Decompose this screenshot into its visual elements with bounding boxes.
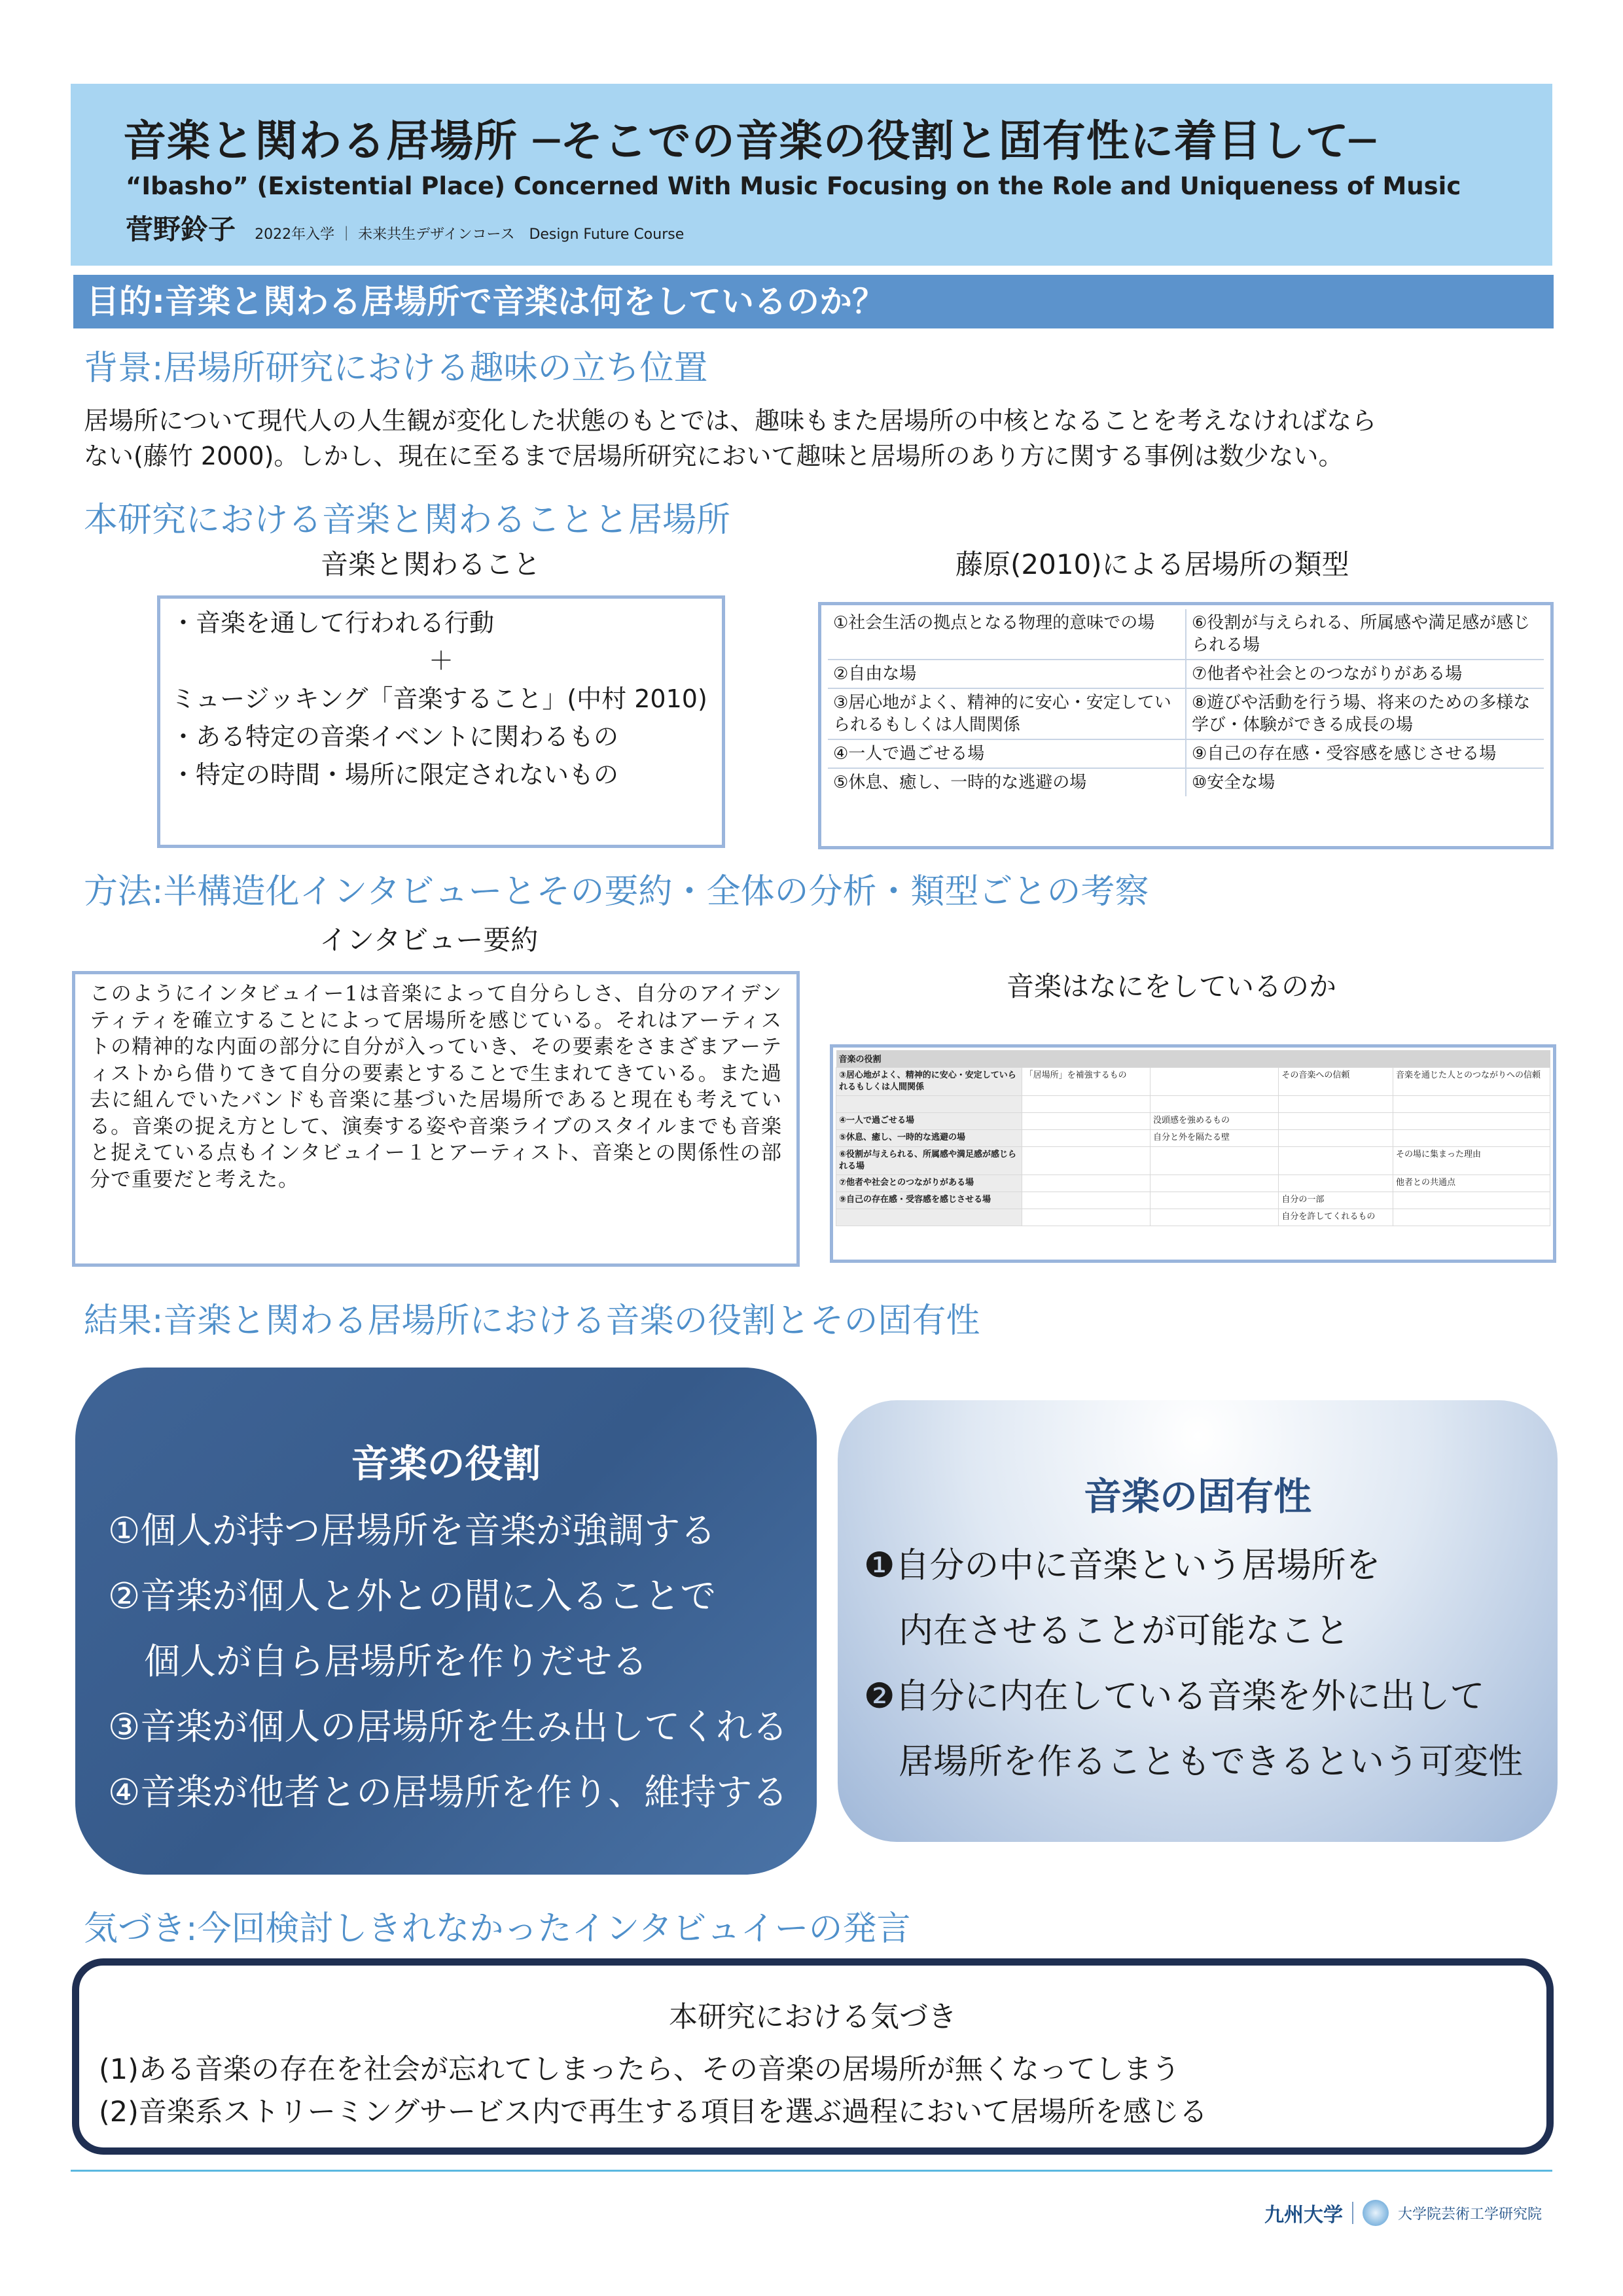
table-cell: [1393, 1209, 1550, 1226]
table-cell: 没頭感を強めるもの: [1150, 1112, 1279, 1129]
table-cell: [1393, 1129, 1550, 1146]
table-cell: 音楽を通じた人とのつながりへの信頼: [1393, 1067, 1550, 1095]
table-cell: [1022, 1095, 1150, 1112]
author-name: 菅野鈴子: [126, 213, 236, 245]
table-row: [828, 768, 1544, 796]
table-cell: 自分を許してくれるもの: [1279, 1209, 1393, 1226]
background-line: 居場所について現代人の人生観が変化した状態のもとでは、趣味もまた居場所の中核となることを考えなければなら: [84, 406, 1377, 435]
plus-sign: ＋: [428, 646, 454, 675]
table-row: [836, 1174, 1550, 1192]
music-role-title: 音楽の役割: [351, 1441, 541, 1486]
university-name: 九州大学: [1264, 2204, 1343, 2227]
music-role-item: ①個人が持つ居場所を音楽が強調する: [108, 1510, 717, 1551]
method-heading: 方法:半構造化インタビューとその要約・全体の分析・類型ごとの考察: [84, 872, 1149, 911]
table-cell: [1393, 1112, 1550, 1129]
table-cell: [1022, 1192, 1150, 1209]
music-role-table: [836, 1050, 1550, 1226]
background-paragraph: [84, 403, 1543, 474]
table-cell: [1279, 1146, 1393, 1174]
typology-cell: ⑩安全な場: [1192, 773, 1275, 792]
table-cell: 自分と外を隔たる壁: [1150, 1129, 1279, 1146]
footer-divider: [71, 2170, 1552, 2172]
school-name: 大学院芸術工学研究院: [1398, 2206, 1543, 2223]
music-relation-item: ・音楽を通して行われる行動: [171, 609, 495, 637]
typology-table: [828, 609, 1544, 796]
interview-summary-text: このようにインタビュイー1は音楽によって自分らしさ、自分のアイデンティティを確立することによって居場所を感じている。それはアーティストの精神的な内面の部分に自分が入っていき、その要素をさまざまアーティストから借りてきて自分の要素とすることで生まれてきている。また過去に組んでいたバンドも音楽に基づいた居場所であると現在も考えている。音楽の捉え方として、演奏する姿や音楽ライブのスタイルまでも音楽と捉えている点もインタビュイー１とアーティスト、音楽との関係性の部分で重要だと考えた。: [90, 982, 782, 1192]
music-role-item: ③音楽が個人の居場所を生み出してくれる: [108, 1706, 789, 1748]
typology-cell: ⑦他者や社会とのつながりがある場: [1186, 660, 1544, 688]
insight-box: [72, 1958, 1554, 2155]
table-cell: ⑥役割が与えられる、所属感や満足感が感じられる場: [836, 1146, 1022, 1174]
music-relation-item: ・特定の時間・場所に限定されないもの: [171, 760, 619, 789]
table-cell: 他者との共通点: [1393, 1174, 1550, 1192]
music-uniqueness-item: ❷自分に内在している音楽を外に出して: [864, 1676, 1485, 1716]
music-role-item: ④音楽が他者との居場所を作り、維持する: [108, 1771, 789, 1813]
table-cell: [836, 1209, 1022, 1226]
table-cell: [1022, 1146, 1150, 1174]
table-cell: ⑦他者や社会とのつながりがある場: [836, 1174, 1022, 1192]
table-cell: [1279, 1112, 1393, 1129]
table-cell: ③居心地がよく、精神的に安心・安定していられるもしくは人間関係: [836, 1067, 1022, 1095]
logo-separator: [1352, 2202, 1353, 2224]
university-logo: [1264, 2199, 1542, 2227]
typology-box: [818, 602, 1554, 849]
music-role-subtitle: 音楽はなにをしているのか: [1007, 970, 1337, 1002]
table-cell: [1150, 1095, 1279, 1112]
poster-header: [71, 84, 1552, 266]
interview-summary-box: [72, 971, 800, 1267]
poster-title-japanese: 音楽と関わる居場所 ─そこでの音楽の役割と固有性に着目して─: [123, 116, 1376, 166]
table-cell: [1022, 1174, 1150, 1192]
table-cell: [1279, 1095, 1393, 1112]
interview-summary-subtitle: インタビュー要約: [319, 924, 539, 956]
insight-heading: 気づき:今回検討しきれなかったインタビュイーの発言: [84, 1909, 911, 1949]
table-cell: [1150, 1192, 1279, 1209]
author-line: [126, 208, 684, 247]
table-header: 音楽の役割: [836, 1050, 1550, 1067]
table-row: [836, 1067, 1550, 1095]
table-cell: 「居場所」を補強するもの: [1022, 1067, 1150, 1095]
table-row: [836, 1146, 1550, 1174]
typology-cell: ⑥役割が与えられる、所属感や満足感が感じられる場: [1186, 609, 1544, 660]
table-cell: [1150, 1209, 1279, 1226]
typology-cell: ①社会生活の拠点となる物理的意味での場: [828, 609, 1186, 660]
table-row: [828, 739, 1544, 768]
table-cell: ⑨自己の存在感・受容感を感じさせる場: [836, 1192, 1022, 1209]
table-cell: [1022, 1129, 1150, 1146]
table-header-row: [836, 1050, 1550, 1067]
table-row: [836, 1095, 1550, 1112]
table-row: [828, 688, 1544, 739]
table-cell: [1279, 1129, 1393, 1146]
table-row: [836, 1209, 1550, 1226]
typology-cell: ③居心地がよく、精神的に安心・安定していられるもしくは人間関係: [828, 688, 1186, 739]
table-cell: [1022, 1112, 1150, 1129]
music-role-item: 個人が自ら居場所を作りだせる: [108, 1640, 649, 1682]
music-uniqueness-title: 音楽の固有性: [1083, 1474, 1311, 1519]
typology-subtitle: 藤原(2010)による居場所の類型: [955, 548, 1349, 580]
table-row: [828, 660, 1544, 688]
table-cell: その音楽への信頼: [1279, 1067, 1393, 1095]
music-relation-box: [157, 595, 725, 848]
insight-item: (2)音楽系ストリーミングサービス内で再生する項目を選ぶ過程において居場所を感じる: [99, 2096, 1208, 2128]
author-affiliation: 2022年入学 ｜ 未来共生デザインコース Design Future Course: [255, 226, 685, 243]
table-cell: ⑤休息、癒し、一時的な逃避の場: [836, 1129, 1022, 1146]
table-cell: [1150, 1174, 1279, 1192]
insight-box-title: 本研究における気づき: [669, 2000, 957, 2034]
table-cell: その場に集まった理由: [1393, 1146, 1550, 1174]
music-role-item: ②音楽が個人と外との間に入ることで: [108, 1575, 717, 1617]
background-heading: 背景:居場所研究における趣味の立ち位置: [84, 349, 708, 388]
music-role-table-image: [830, 1044, 1556, 1263]
table-cell: [1393, 1095, 1550, 1112]
purpose-banner: 目的:音楽と関わる居場所で音楽は何をしているのか？: [73, 275, 1554, 328]
typology-cell: ⑤休息、癒し、一時的な逃避の場: [828, 768, 1186, 796]
table-cell: 自分の一部: [1279, 1192, 1393, 1209]
school-emblem-icon: [1363, 2200, 1389, 2226]
typology-cell: ⑨自己の存在感・受容感を感じさせる場: [1186, 739, 1544, 768]
table-cell: [836, 1095, 1022, 1112]
music-uniqueness-item: ❶自分の中に音楽という居場所を: [864, 1545, 1381, 1585]
table-cell: [1279, 1174, 1393, 1192]
music-relation-item: ミュージッキング「音楽すること」(中村 2010): [171, 684, 707, 713]
table-row: [828, 609, 1544, 660]
music-uniqueness-item: 内在させることが可能なこと: [864, 1611, 1349, 1651]
table-cell: [1022, 1209, 1150, 1226]
table-cell: [1150, 1067, 1279, 1095]
music-role-panel: [75, 1368, 817, 1875]
typology-cell: ②自由な場: [828, 660, 1186, 688]
typology-cell: ⑧遊びや活動を行う場、将来のための多様な学び・体験ができる成長の場: [1186, 688, 1544, 739]
insight-item: (1)ある音楽の存在を社会が忘れてしまったら、その音楽の居場所が無くなってしまう: [99, 2053, 1180, 2086]
music-relation-subtitle: 音楽と関わること: [321, 548, 541, 580]
study-heading: 本研究における音楽と関わることと居場所: [84, 501, 731, 540]
table-cell: ④一人で過ごせる場: [836, 1112, 1022, 1129]
background-line: ない(藤竹 2000)。しかし、現在に至るまで居場所研究において趣味と居場所のあり方に関する事例は数少ない。: [84, 442, 1344, 470]
table-cell: [1150, 1146, 1279, 1174]
table-cell: [1393, 1192, 1550, 1209]
music-uniqueness-panel: [838, 1400, 1558, 1842]
result-heading: 結果:音楽と関わる居場所における音楽の役割とその固有性: [84, 1301, 980, 1341]
music-uniqueness-item: 居場所を作ることもできるという可変性: [864, 1742, 1523, 1782]
poster-title-english: “Ibasho” (Existential Place) Concerned With Music Focusing on the Role and Uniqueness of Music: [126, 172, 1461, 200]
table-row: [836, 1112, 1550, 1129]
music-relation-item: ・ある特定の音楽イベントに関わるもの: [171, 722, 619, 751]
typology-cell: ④一人で過ごせる場: [828, 739, 1186, 768]
table-row: [836, 1192, 1550, 1209]
table-row: [836, 1129, 1550, 1146]
